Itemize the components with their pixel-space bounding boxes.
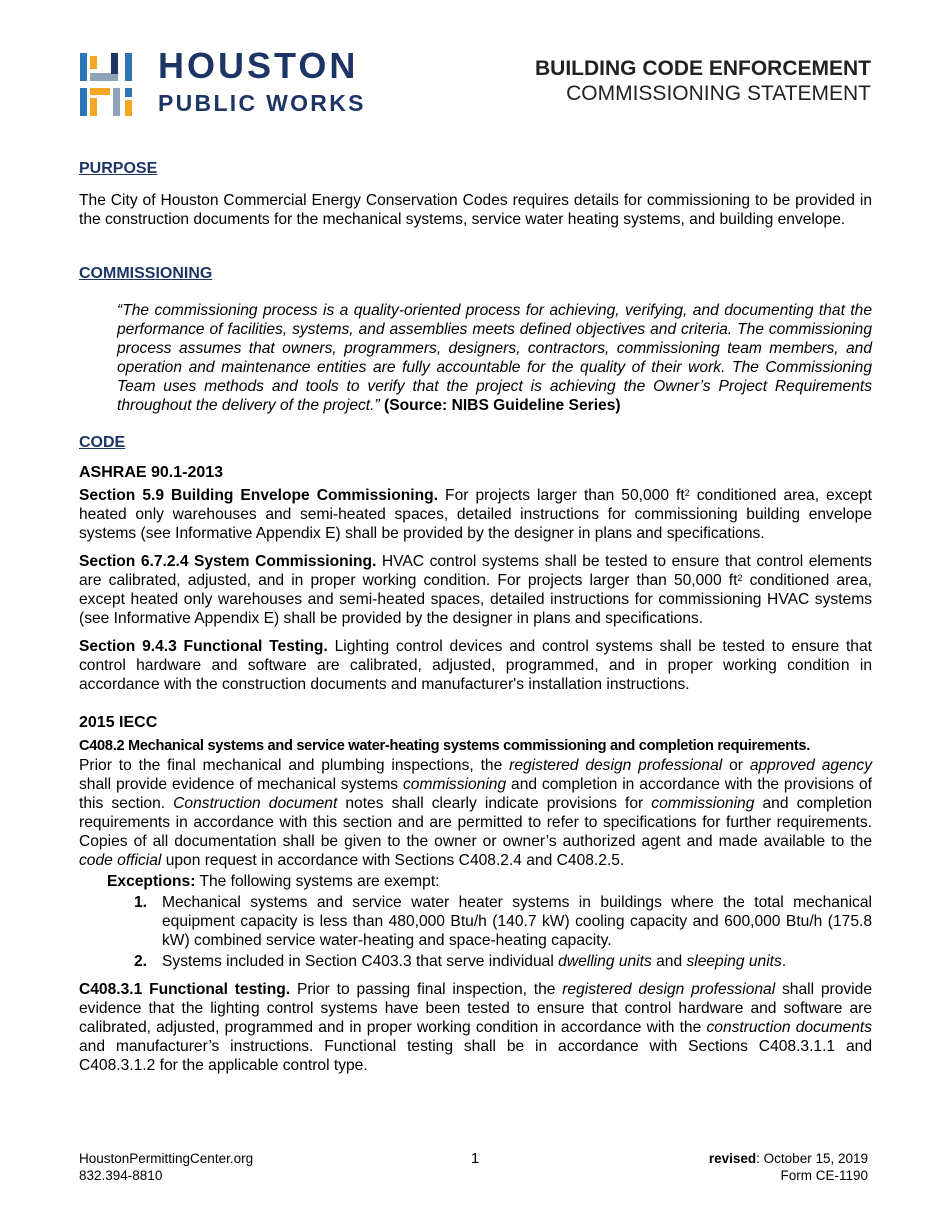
text-run: Systems included in Section C403.3 that serve individual — [162, 953, 559, 970]
form-number: Form CE-1190 — [780, 1168, 868, 1183]
c408-2-title: C408.2 Mechanical systems and service water-heating systems commissioning and completion requirements. — [79, 738, 810, 754]
italic-term: registered design professional — [509, 757, 723, 774]
houston-public-works-logo — [80, 45, 400, 120]
purpose-heading: PURPOSE — [79, 160, 158, 177]
commissioning-heading: COMMISSIONING — [79, 265, 213, 282]
document-title: BUILDING CODE ENFORCEMENT — [535, 57, 871, 80]
c408-3-1-paragraph — [79, 980, 872, 1075]
text-run: and manufacturer’s instructions. Functional testing shall be in accordance with Sections C408.3.1.1 and C408.3.1.2 for the applicable control type. — [79, 1038, 872, 1074]
text-run: . — [781, 953, 787, 970]
italic-term: Construction document — [173, 795, 338, 812]
logo-wordmark-public-works: PUBLIC WORKS — [158, 90, 366, 116]
superscript: 2 — [684, 488, 690, 498]
document-subtitle: COMMISSIONING STATEMENT — [566, 82, 871, 105]
revised-line — [709, 1150, 868, 1167]
italic-term: construction documents — [706, 1019, 873, 1036]
section-5-9-text-b: conditioned area, except heated only warehouses and semi-heated spaces, detailed instructions for commissioning building envelope systems (see Informative Appendix E) shall be provided by the designer in plans and specifications. — [79, 487, 872, 542]
revised-date: : October 15, 2019 — [756, 1151, 868, 1166]
iecc-heading: 2015 IECC — [79, 714, 158, 731]
text-run: Prior to the final mechanical and plumbing inspections, the — [79, 757, 510, 774]
italic-term: code official — [79, 852, 162, 869]
purpose-paragraph: The City of Houston Commercial Energy Conservation Codes requires details for commissioning to be provided in the construction documents for the mechanical systems, service water heating systems, and building envelope. — [79, 192, 872, 228]
text-run: shall provide evidence of mechanical systems — [79, 776, 403, 793]
code-heading: CODE — [79, 434, 126, 451]
section-6-7-2-4-text-b: conditioned area, except heated only warehouses and semi-heated spaces, detailed instructions for commissioning HVAC systems (see Informative Appendix E) shall be provided by the designer in plans and specifications. — [79, 572, 872, 627]
exceptions-label: Exceptions: — [107, 873, 196, 890]
document-header — [535, 56, 871, 106]
italic-term: commissioning — [403, 776, 507, 793]
exceptions-line — [79, 872, 872, 891]
section-5-9-paragraph — [79, 486, 872, 543]
commissioning-quote — [117, 301, 872, 415]
text-run: and completion in accordance with the provisions of this section. — [79, 776, 872, 812]
italic-term: dwelling units — [558, 953, 652, 970]
text-run: or — [722, 757, 750, 774]
footer-revision — [709, 1150, 868, 1184]
c408-3-1-title: C408.3.1 Functional testing. — [79, 981, 291, 998]
revised-label: revised — [708, 1151, 757, 1166]
text-run: upon request in accordance with Sections C408.2.4 and C408.2.5. — [161, 852, 625, 869]
text-run: and — [651, 953, 687, 970]
text-run: Prior to passing final inspection, the — [290, 981, 563, 998]
section-5-9-title: Section 5.9 Building Envelope Commissioning. — [79, 487, 439, 504]
c408-2-paragraph — [79, 756, 872, 870]
logo-wordmark-houston: HOUSTON — [158, 45, 359, 86]
quote-source: (Source: NIBS Guideline Series) — [384, 397, 621, 414]
italic-term: commissioning — [651, 795, 755, 812]
exception-number: 1. — [134, 894, 148, 911]
exception-item — [79, 893, 872, 950]
superscript: 2 — [737, 573, 743, 583]
exceptions-text: The following systems are exempt: — [195, 873, 440, 890]
section-6-7-2-4-title: Section 6.7.2.4 System Commissioning. — [79, 553, 377, 570]
italic-term: registered design professional — [562, 981, 776, 998]
italic-term: sleeping units — [686, 953, 782, 970]
section-5-9-text-a: For projects larger than 50,000 ft — [445, 487, 685, 504]
page-number: 1 — [470, 1150, 480, 1167]
document-body — [79, 158, 872, 1075]
quote-text: “The commissioning process is a quality-oriented process for achieving, verifying, and documenting that the performance of facilities, systems, and assemblies meets defined objectives and criteria. The commissioning process assumes that owners, programmers, designers, contractors, commissioning team members, and operation and maintenance entities are fully accountable for the quality of their work. The Commissioning Team uses methods and tools to verify that the project is achieving the Owner’s Project Requirements throughout the delivery of the project.” — [117, 302, 872, 414]
exception-item — [79, 952, 872, 971]
section-9-4-3-text: Lighting control devices and control systems shall be tested to ensure that control hardware and software are calibrated, adjusted, programmed, and in proper working condition in accordance with the construction documents and manufacturer's installation instructions. — [79, 638, 872, 693]
exception-text: Mechanical systems and service water heater systems in buildings where the total mechanical equipment capacity is less than 480,000 Btu/h (140.7 kW) cooling capacity and 600,000 Btu/h (175.8 kW) combined service water-heating and space-heating capacity. — [162, 894, 872, 949]
section-9-4-3-title: Section 9.4.3 Functional Testing. — [79, 638, 328, 655]
footer-website: HoustonPermittingCenter.org — [79, 1151, 254, 1166]
section-6-7-2-4-paragraph — [79, 552, 872, 628]
text-run: and completion requirements in accordance with this section and are permitted to refer to specifications for further requirements. Copies of all documentation shall be given to the owner or owner’s authorized agent and made available to the — [79, 795, 873, 850]
exceptions-list — [79, 893, 872, 971]
section-6-7-2-4-text-a: HVAC control systems shall be tested to ensure that control elements are calibrated, adjusted, and in proper working condition. For projects larger than 50,000 ft — [79, 553, 872, 589]
exception-number: 2. — [134, 953, 148, 970]
italic-term: approved agency — [749, 757, 872, 774]
text-run: notes shall clearly indicate provisions for — [337, 795, 652, 812]
section-9-4-3-paragraph — [79, 637, 872, 694]
text-run: shall provide evidence that the lighting control systems have been tested to ensure that control hardware and software are calibrated, adjusted, programmed and in proper working condition in accordance with the — [79, 981, 872, 1036]
logo-mark-icon — [80, 50, 144, 120]
ashrae-heading: ASHRAE 90.1-2013 — [79, 464, 224, 481]
footer-phone: 832.394-8810 — [79, 1168, 163, 1183]
